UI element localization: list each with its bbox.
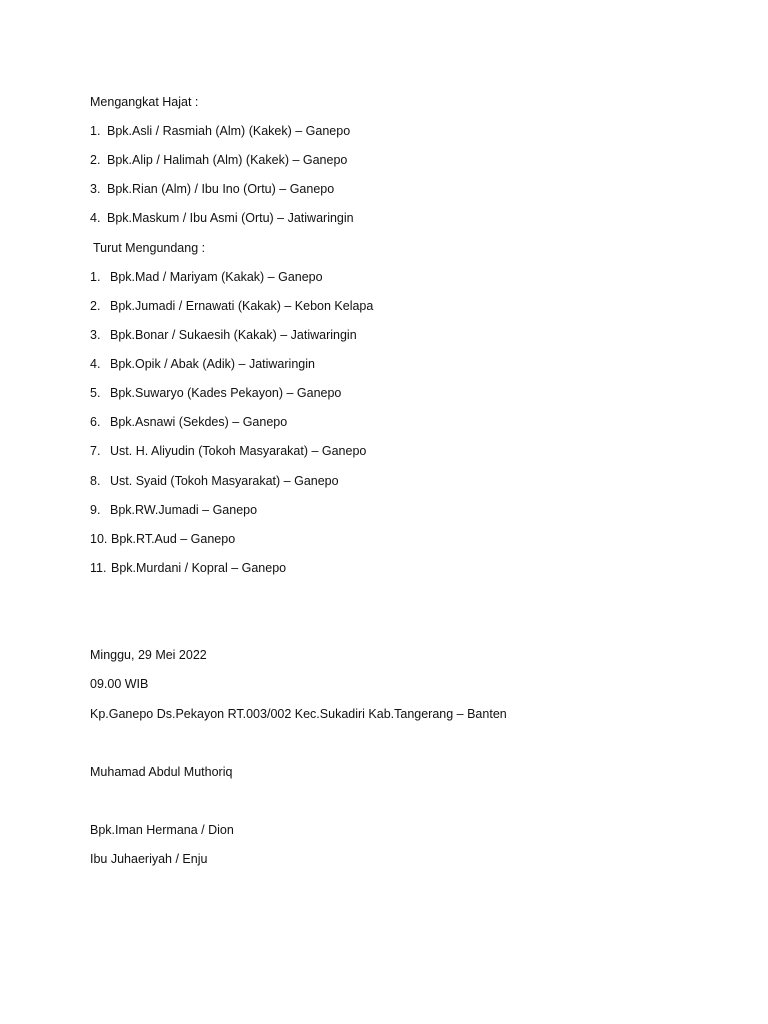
co-inviter-item (90, 443, 366, 459)
co-inviter-text: Bpk.Murdani / Kopral – Ganepo (111, 561, 287, 575)
co-inviter-number: 9. (90, 503, 101, 517)
host-item-text: Bpk.Rian (Alm) / Ibu Ino (Ortu) – Ganepo (107, 182, 335, 196)
co-inviter-number: 10. (90, 532, 108, 546)
host-item-number: 1. (90, 124, 101, 138)
host-item-text: Bpk.Maskum / Ibu Asmi (Ortu) – Jatiwaringin (107, 211, 354, 225)
co-inviter-text: Ust. H. Aliyudin (Tokoh Masyarakat) – Ganepo (110, 444, 367, 458)
host-item-number: 4. (90, 211, 101, 225)
co-inviter-text: Bpk.Asnawi (Sekdes) – Ganepo (110, 415, 288, 429)
host-item (90, 123, 350, 139)
co-inviter-text: Bpk.Suwaryo (Kades Pekayon) – Ganepo (110, 386, 342, 400)
co-inviter-number: 11. (90, 561, 107, 575)
co-inviter-item (90, 531, 235, 547)
host-item-number: 2. (90, 153, 101, 167)
host-item (90, 152, 347, 168)
co-inviter-item (90, 473, 339, 489)
co-inviter-text: Bpk.Bonar / Sukaesih (Kakak) – Jatiwaringin (110, 328, 357, 342)
co-inviter-text: Ust. Syaid (Tokoh Masyarakat) – Ganepo (110, 474, 339, 488)
co-inviter-item (90, 269, 323, 285)
event-address: Kp.Ganepo Ds.Pekayon RT.003/002 Kec.Sukadiri Kab.Tangerang – Banten (90, 707, 507, 721)
co-inviter-number: 2. (90, 299, 101, 313)
parent-mother: Ibu Juhaeriyah / Enju (90, 852, 208, 866)
co-inviter-number: 4. (90, 357, 101, 371)
co-inviter-item (90, 560, 286, 576)
co-inviter-item (90, 327, 357, 343)
co-inviter-text: Bpk.Opik / Abak (Adik) – Jatiwaringin (110, 357, 315, 371)
host-item-text: Bpk.Asli / Rasmiah (Alm) (Kakek) – Ganepo (107, 124, 351, 138)
co-inviter-text: Bpk.RT.Aud – Ganepo (111, 532, 236, 546)
host-item (90, 210, 354, 226)
co-inviter-number: 3. (90, 328, 101, 342)
co-inviter-number: 1. (90, 270, 101, 284)
co-inviter-number: 8. (90, 474, 101, 488)
co-inviters-heading: Turut Mengundang : (93, 241, 206, 255)
co-inviter-text: Bpk.RW.Jumadi – Ganepo (110, 503, 258, 517)
event-time: 09.00 WIB (90, 677, 149, 691)
co-inviter-item (90, 356, 315, 372)
event-date: Minggu, 29 Mei 2022 (90, 648, 207, 662)
host-item-number: 3. (90, 182, 101, 196)
co-inviter-item (90, 298, 373, 314)
co-inviter-item (90, 385, 341, 401)
co-inviter-number: 5. (90, 386, 101, 400)
hosts-heading: Mengangkat Hajat : (90, 95, 199, 109)
co-inviter-text: Bpk.Jumadi / Ernawati (Kakak) – Kebon Kelapa (110, 299, 374, 313)
host-item (90, 181, 334, 197)
document-page (90, 0, 730, 1024)
co-inviter-number: 6. (90, 415, 101, 429)
co-inviter-item (90, 414, 287, 430)
child-name: Muhamad Abdul Muthoriq (90, 765, 233, 779)
host-item-text: Bpk.Alip / Halimah (Alm) (Kakek) – Ganepo (107, 153, 348, 167)
parent-father: Bpk.Iman Hermana / Dion (90, 823, 234, 837)
co-inviter-text: Bpk.Mad / Mariyam (Kakak) – Ganepo (110, 270, 323, 284)
co-inviter-number: 7. (90, 444, 101, 458)
co-inviter-item (90, 502, 257, 518)
